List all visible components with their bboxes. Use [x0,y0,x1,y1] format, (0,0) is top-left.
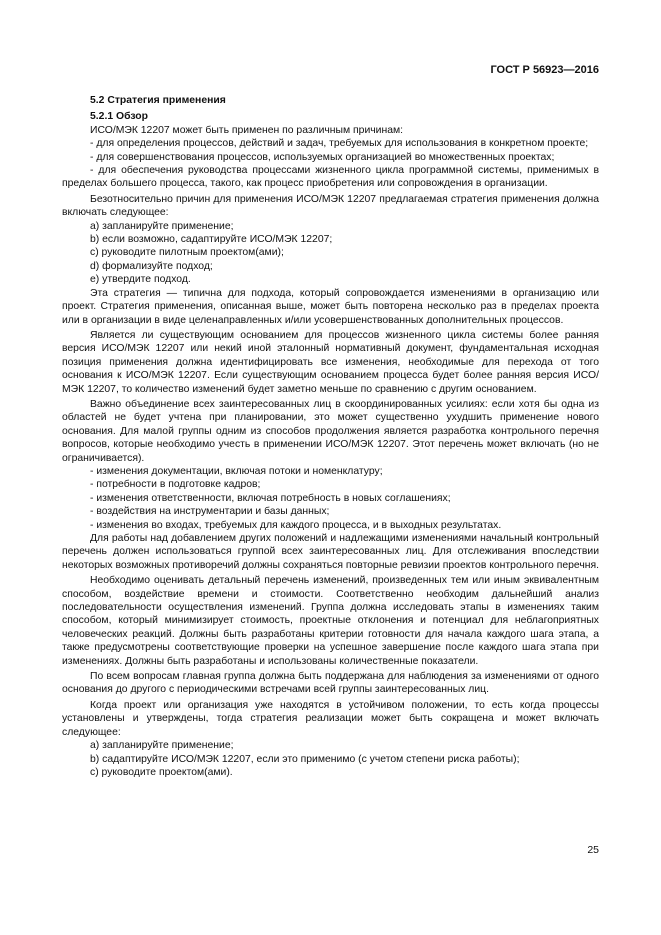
strategy-step: d) формализуйте подход; [90,260,213,272]
checklist-item: - изменения документации, включая потоки и номенклатуру; [90,465,383,477]
checklist-item: - изменения во входах, требуемых для каждого процесса, и в выходных результатах. [90,519,502,531]
short-strategy-step: b) садаптируйте ИСО/МЭК 12207, если это применимо (с учетом степени риска работы); [90,753,520,765]
strategy-intro-paragraph: Безотносительно причин для применения ИСО/МЭК 12207 предлагаемая стратегия применения должна включать следующее: [62,193,599,219]
short-strategy-step: а) запланируйте применение; [90,740,234,752]
subsection-title: 5.2.1 Обзор [90,111,148,123]
evaluate-changes-paragraph: Необходимо оценивать детальный перечень изменений, произведенных тем или иным эквивалентным способом, воздействие времени и стоимости. Соответственно необходим дальнейший анализ последовательности осуществления изменений. Группа должна исследовать этапы в изменениях таким способом, который минимизирует стоимость, проектные отклонения и потенциал для неблагоприятных человеческих реакций. Должны быть разработаны критерии готовности для начала каждого шага этапа, а также предусмотрены соответствующие проверки на успешное завершение после каждого шага этапа при изменениях. Должны быть разработаны и использованы количественные показатели. [62,575,599,667]
strategy-step: c) руководите пилотным проектом(ами); [90,247,284,259]
checklist-item: - потребности в подготовке кадров; [90,479,261,491]
strategy-step: а) запланируйте применение; [90,220,234,232]
reason-item: - для обеспечения руководства процессами жизненного цикла программной системы, применимых в пределах большего процесса, такого, как процесс приобретения или сопровождения в организации. [62,165,599,190]
page-number: 25 [587,844,599,856]
typical-strategy-paragraph: Эта стратегия — типична для подхода, который сопровождается изменениями в организацию или проект. Стратегия применения, описанная выше, может быть повторена несколько раз в пределах проекта или в организации в виде целенаправленных и/или усовершенствованных дополнительных процессов. [62,287,599,326]
strategy-step: b) если возможно, садаптируйте ИСО/МЭК 12207; [90,234,333,246]
checklist-item: - воздействия на инструментарии и базы данных; [90,506,330,518]
stable-state-paragraph: Когда проект или организация уже находятся в устойчивом положении, то есть когда процессы установлены и утверждены, тогда стратегия реализации может быть сокращена и может включать следующее: [62,699,599,738]
strategy-step: e) утвердите подход. [90,274,191,286]
section-title: 5.2 Стратегия применения [90,95,226,106]
document-body [62,94,599,779]
support-group-paragraph: По всем вопросам главная группа должна быть поддержана для наблюдения за изменениями от одного основания до другого с периодическими встречами всей группы заинтересованных лиц. [62,671,599,696]
existing-basis-paragraph: Является ли существующим основанием для процессов жизненного цикла системы более ранняя версия ИСО/МЭК 12207 или некий иной эталонный нормативный документ, фундаментальная исходная позиция применения должна идентифицировать все изменения, необходимые для перехода от того основания к ИСО/МЭК 12207. Если существующим основанием процесса будет более ранняя версия ИСО/МЭК 12207, то количество изменений будет заметно меньше по сравнению с другим основанием. [62,329,599,395]
reason-item: - для совершенствования процессов, используемых организацией во множественных проектах; [90,151,555,163]
checklist-use-paragraph: Для работы над добавлением других положений и надлежащими изменениями начальный контрольный перечень должен использоваться группой всех заинтересованных лиц. Для отслеживания впоследствии некоторых возможных противоречий должны сохраняться повторные ревизии проектов контрольного перечня. [62,533,600,571]
short-strategy-step: c) руководите проектом(ами). [90,766,233,778]
reason-item: - для определения процессов, действий и задач, требуемых для использования в конкретном проекте; [90,138,589,150]
document-header: ГОСТ Р 56923—2016 [490,64,599,76]
intro-paragraph: ИСО/МЭК 12207 может быть применен по различным причинам: [90,124,404,136]
stakeholders-paragraph: Важно объединение всех заинтересованных лиц в скоординированных усилиях: если хотя бы одна из областей не будет учтена при планировании, это может существенно ухудшить применение нового основания. Для малой группы одним из способов продолжения является разработка контрольного перечня вопросов, которые необходимо учесть в применении ИСО/МЭК 12207. Этот перечень может включать (но не ограничивается). [62,398,599,464]
checklist-item: - изменения ответственности, включая потребность в новых соглашениях; [90,492,451,504]
